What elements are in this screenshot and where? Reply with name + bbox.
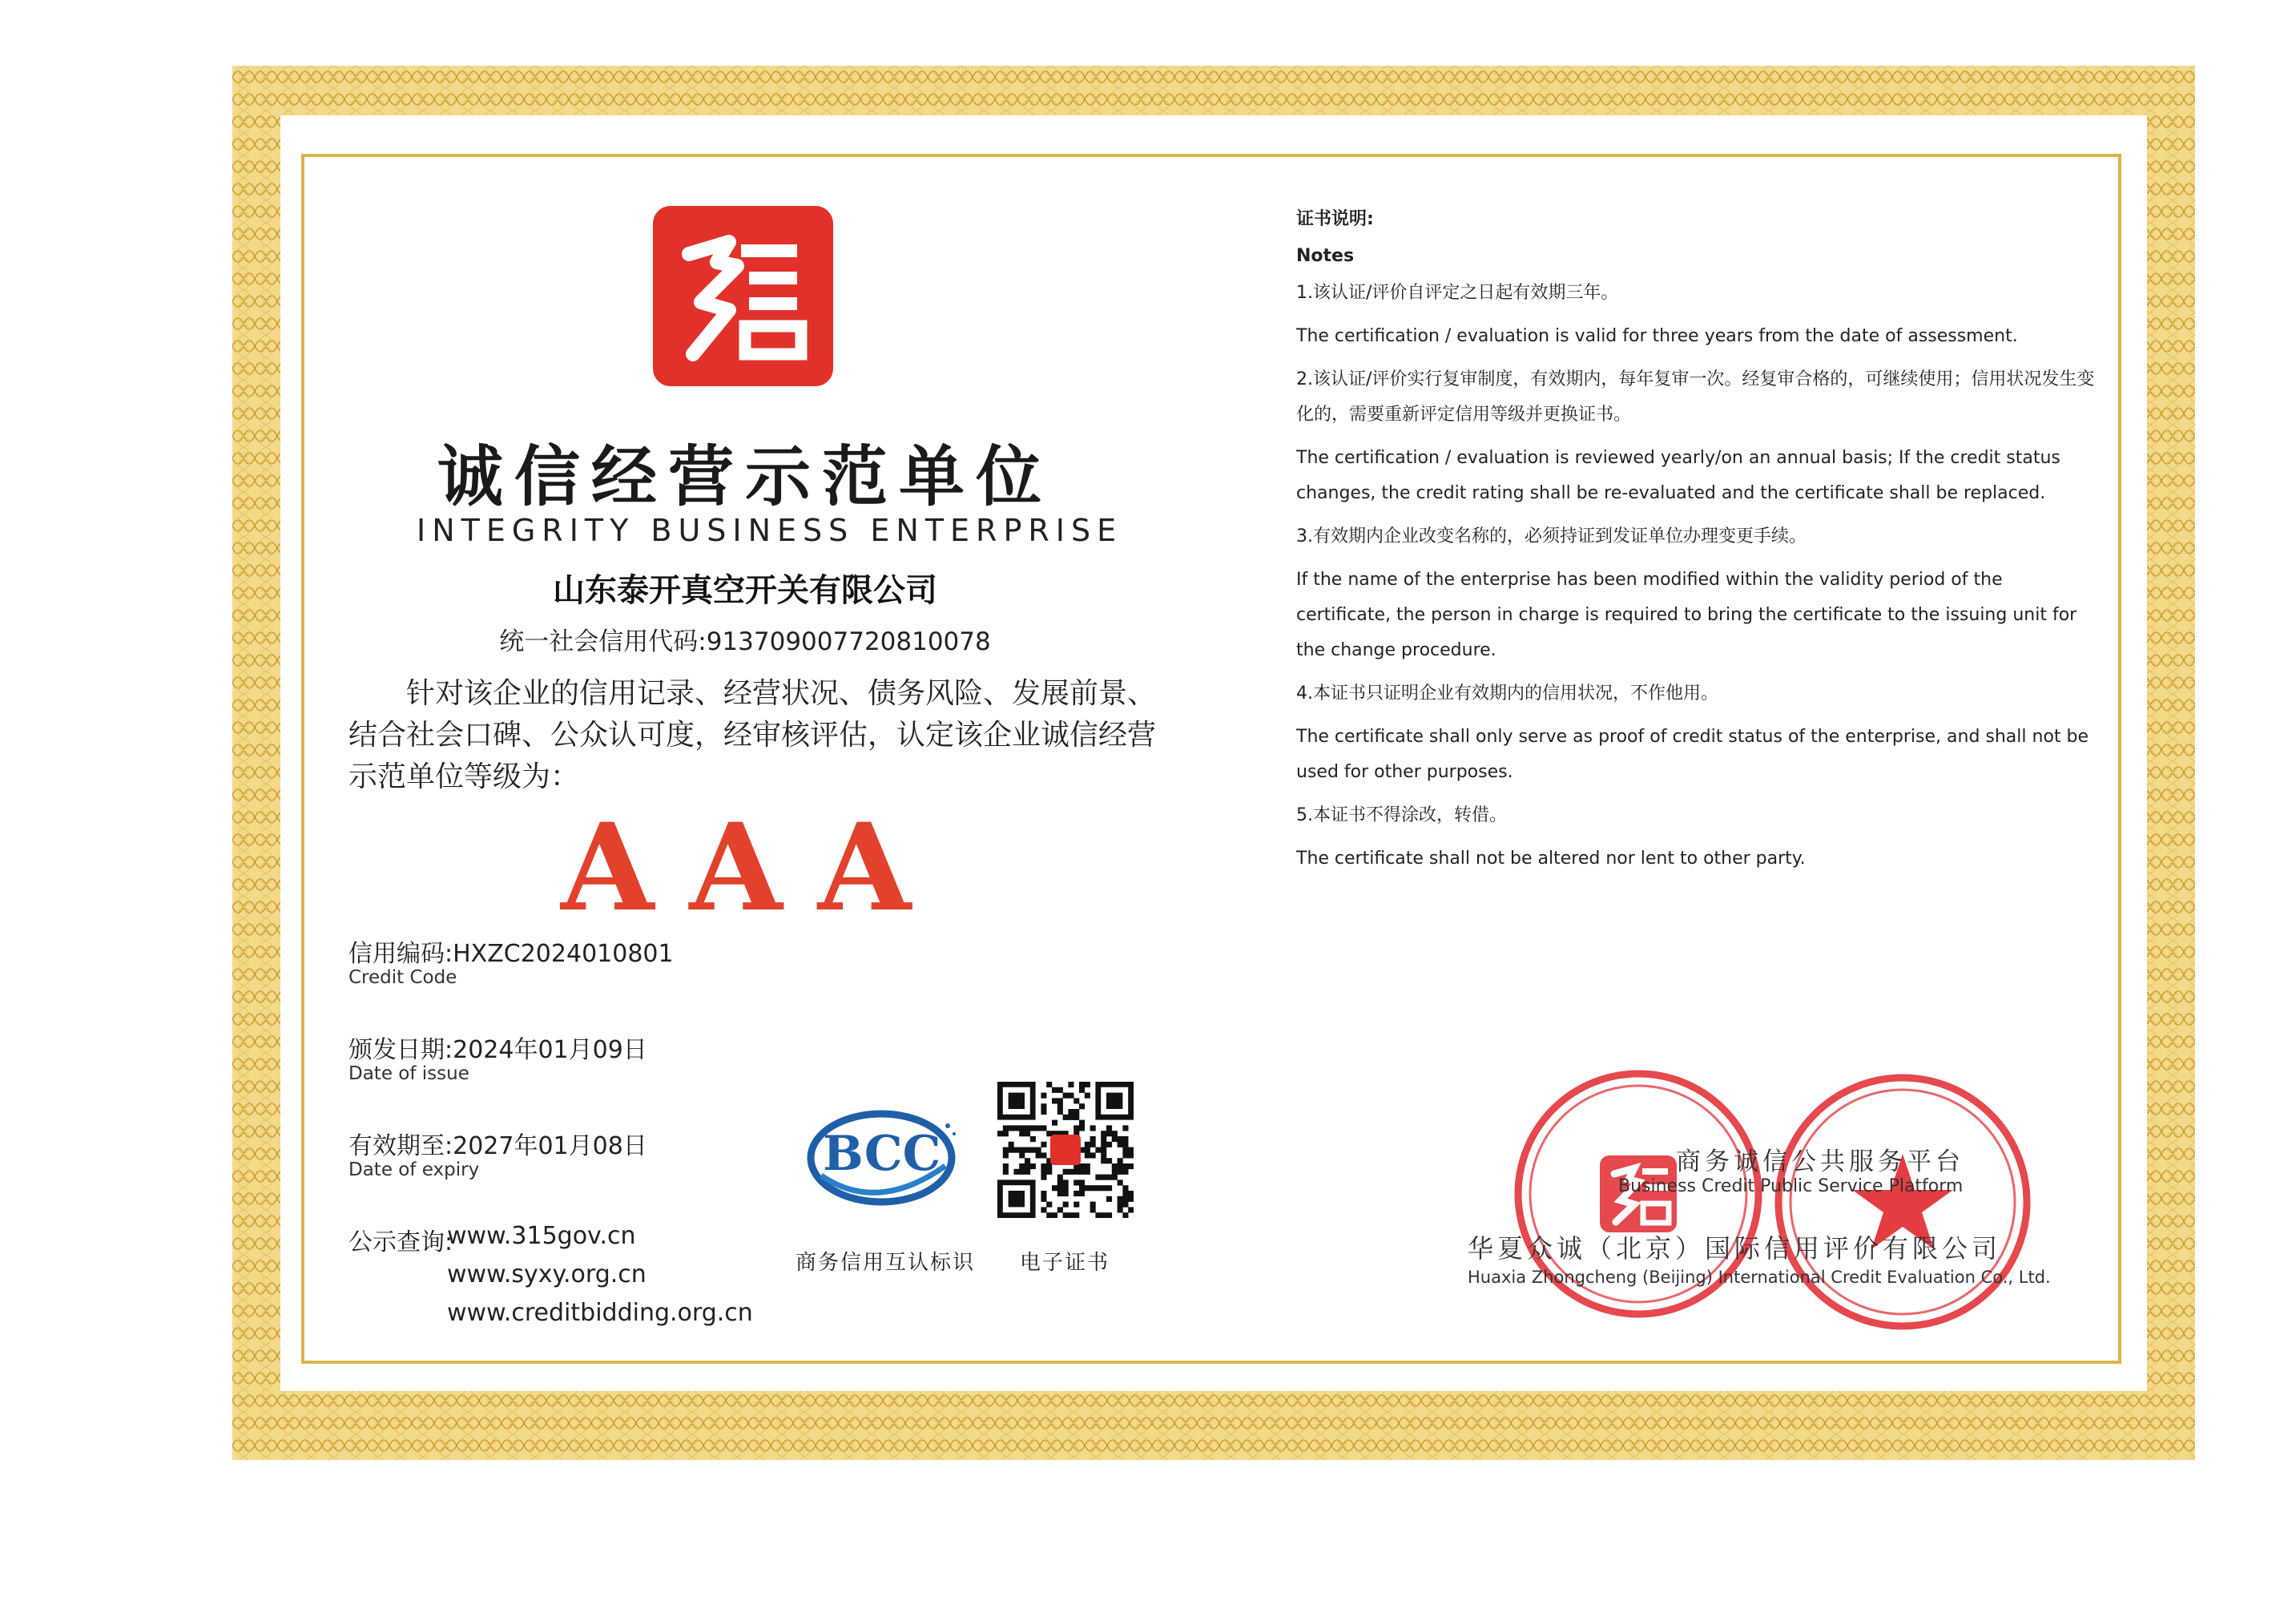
certificate-body-text (348, 673, 1182, 798)
bcc-logo-text: BCC (823, 1126, 941, 1182)
expiry-date-cn: 有效期至:2027年01月08日 (348, 1132, 647, 1160)
query-label: 公示查询: (348, 1228, 453, 1256)
company-seal (1770, 1070, 2035, 1334)
certificate-title-en: INTEGRITY BUSINESS ENTERPRISE (417, 513, 1123, 548)
query-url-1[interactable]: www.315gov.cn (447, 1222, 636, 1250)
notes-header-cn: 证书说明: (1296, 209, 1374, 229)
issue-date-cn: 颁发日期:2024年01月09日 (348, 1036, 647, 1064)
note-item: The certificate shall only serve as proof of credit status of the enterprise, and shall not be used for other purposes. (1296, 727, 2089, 782)
note-item: The certificate shall not be altered nor lent to other party. (1296, 849, 1806, 869)
expiry-date-en: Date of expiry (348, 1159, 480, 1180)
bcc-logo (805, 1102, 965, 1206)
issuer-platform-cn: 商务诚信公共服务平台 (1676, 1147, 1964, 1176)
certificate-title-cn: 诚信经营示范单位 (437, 438, 1053, 515)
social-credit-code: 统一社会信用代码:913709007720810078 (499, 627, 991, 656)
note-item: 2.该认证/评价实行复审制度，有效期内，每年复审一次。经复审合格的，可继续使用；信用状况发生变化的，需要重新评定信用等级并更换证书。 (1296, 369, 2095, 425)
note-item: The certification / evaluation is valid for three years from the date of assessment. (1296, 326, 2018, 346)
note-item: The certification / evaluation is reviewed yearly/on an annual basis; If the credit status changes, the credit rating shall be re-evaluated and the certificate shall be replaced. (1296, 448, 2060, 503)
note-item: If the name of the enterprise has been modified within the validity period of the certificate, the person in charge is required to bring the certificate to the issuing unit for the change procedure. (1296, 570, 2077, 660)
certificate-notes (1296, 202, 2097, 885)
note-item: 1.该认证/评价自评定之日起有效期三年。 (1296, 283, 1619, 303)
body-text-content: 针对该企业的信用记录、经营状况、债务风险、发展前景、结合社会口碑、公众认可度，经审核评估，认定该企业诚信经营示范单位等级为： (348, 677, 1157, 793)
note-item: 3.有效期内企业改变名称的，必须持证到发证单位办理变更手续。 (1296, 526, 1807, 546)
bcc-caption: 商务信用互认标识 (796, 1251, 976, 1275)
query-url-2[interactable]: www.syxy.org.cn (447, 1260, 647, 1288)
issuer-company-cn: 华夏众诚（北京）国际信用评价有限公司 (1468, 1233, 2002, 1264)
query-url-3[interactable]: www.creditbidding.org.cn (447, 1299, 753, 1327)
note-item: 4.本证书只证明企业有效期内的信用状况，不作他用。 (1296, 683, 1718, 704)
credit-code-en: Credit Code (348, 967, 457, 988)
qr-caption: 电子证书 (1020, 1251, 1110, 1275)
issuer-platform-en: Business Credit Public Service Platform (1618, 1176, 1964, 1196)
credit-grade: AAA (561, 797, 947, 938)
notes-header-en: Notes (1296, 246, 1355, 266)
issuer-company-en: Huaxia Zhongcheng (Beijing) International Credit Evaluation Co., Ltd. (1468, 1268, 2051, 1287)
credit-code-cn: 信用编码:HXZC2024010801 (348, 940, 674, 968)
note-item: 5.本证书不得涂改，转借。 (1296, 805, 1507, 825)
qr-code-icon[interactable] (997, 1082, 1134, 1218)
company-name: 山东泰开真空开关有限公司 (553, 572, 937, 609)
issue-date-en: Date of issue (348, 1063, 469, 1084)
xin-logo-icon (653, 206, 833, 386)
